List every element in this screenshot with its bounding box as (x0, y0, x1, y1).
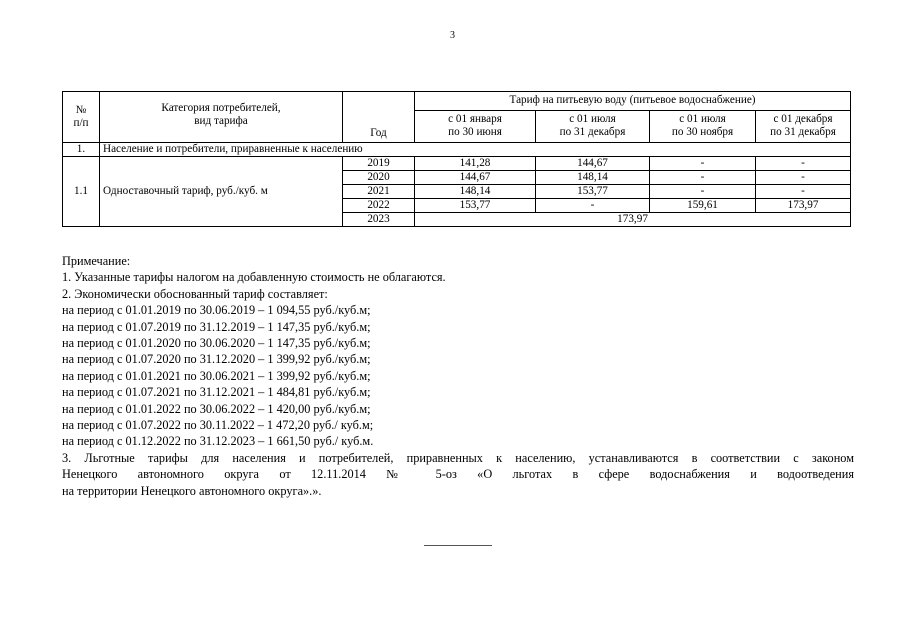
row-value: 159,61 (650, 199, 756, 213)
period-line: на период с 01.07.2019 по 31.12.2019 – 1 147,35 руб./куб.м; (62, 319, 371, 334)
row-year: 2021 (343, 185, 415, 199)
row-year: 2022 (343, 199, 415, 213)
header-year: Год (343, 92, 415, 143)
page-number: 3 (450, 30, 455, 41)
row-value: - (650, 157, 756, 171)
period-line: на период с 01.01.2019 по 30.06.2019 – 1 094,55 руб./куб.м; (62, 303, 371, 318)
header-period-2: с 01 июля по 31 декабря (536, 110, 650, 142)
note-3-line-1: 3. Льготные тарифы для населения и потребителей, приравненных к населению, устанавливаются в соответствии с законом (62, 450, 854, 465)
row-value: - (536, 199, 650, 213)
row-value: 153,77 (536, 185, 650, 199)
header-tariff-group: Тариф на питьевую воду (питьевое водоснабжение) (415, 92, 851, 111)
table-header-row (63, 92, 851, 111)
period-line: на период с 01.01.2020 по 30.06.2020 – 1 147,35 руб./куб.м; (62, 336, 371, 351)
period-line: на период с 01.01.2022 по 30.06.2022 – 1 420,00 руб./куб.м; (62, 401, 371, 416)
note-3-line-3: на территории Ненецкого автономного округа».». (62, 483, 322, 498)
row-merged-value: 173,97 (415, 213, 851, 227)
item-num: 1.1 (63, 157, 100, 227)
row-value: 141,28 (415, 157, 536, 171)
section-label: Население и потребители, приравненные к населению (100, 143, 851, 157)
row-value: - (650, 185, 756, 199)
row-year: 2020 (343, 171, 415, 185)
row-value: - (756, 171, 851, 185)
header-period-3: с 01 июля по 30 ноября (650, 110, 756, 142)
row-value: 148,14 (536, 171, 650, 185)
row-value: 144,67 (415, 171, 536, 185)
header-period-4: с 01 декабря по 31 декабря (756, 110, 851, 142)
row-value: - (756, 185, 851, 199)
period-line: на период с 01.07.2021 по 31.12.2021 – 1 484,81 руб./куб.м; (62, 385, 371, 400)
row-value: 153,77 (415, 199, 536, 213)
note-2: 2. Экономически обоснованный тариф составляет: (62, 286, 328, 301)
note-3-line-2: Ненецкого автономного округа от 12.11.2014 № 5-оз «О льготах в сфере водоснабжения и водоотведения (62, 467, 854, 482)
period-line: на период с 01.12.2022 по 31.12.2023 – 1 661,50 руб./ куб.м. (62, 434, 374, 449)
notes-title: Примечание: (62, 254, 131, 268)
period-line: на период с 01.07.2022 по 30.11.2022 – 1 472,20 руб./ куб.м; (62, 418, 374, 433)
row-value: - (650, 171, 756, 185)
section-num: 1. (63, 143, 100, 157)
row-value: 144,67 (536, 157, 650, 171)
period-line: на период с 01.07.2020 по 31.12.2020 – 1 399,92 руб./куб.м; (62, 352, 371, 367)
row-year: 2023 (343, 213, 415, 227)
section-row (63, 143, 851, 157)
row-value: 173,97 (756, 199, 851, 213)
row-value: - (756, 157, 851, 171)
notes (62, 253, 854, 499)
item-label: Одноставочный тариф, руб./куб. м (100, 157, 343, 227)
header-period-1: с 01 января по 30 июня (415, 110, 536, 142)
header-category: Категория потребителей, вид тарифа (100, 92, 343, 143)
header-num: № п/п (63, 92, 100, 143)
note-1: 1. Указанные тарифы налогом на добавленную стоимость не облагаются. (62, 270, 446, 285)
period-line: на период с 01.01.2021 по 30.06.2021 – 1 399,92 руб./куб.м; (62, 368, 371, 383)
row-value: 148,14 (415, 185, 536, 199)
tariff-table (62, 91, 851, 227)
row-year: 2019 (343, 157, 415, 171)
table-row (63, 157, 851, 171)
footer-divider (424, 545, 492, 546)
